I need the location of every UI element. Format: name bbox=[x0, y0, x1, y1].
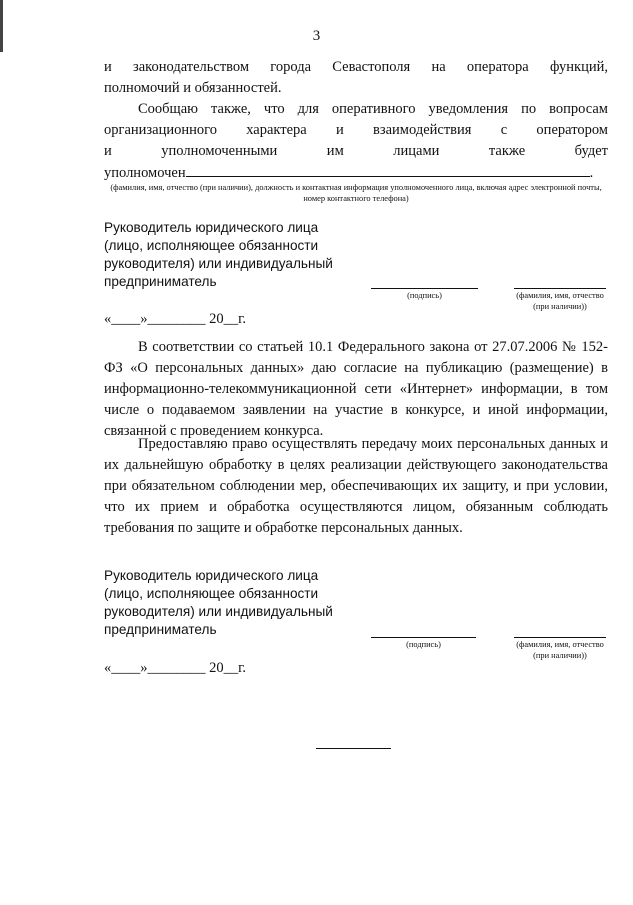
signer-block-2 bbox=[104, 567, 354, 639]
signature-caption: (подпись) bbox=[407, 291, 442, 300]
date-line: «____»________ 20__г. bbox=[104, 311, 247, 327]
paragraph-line: Сообщаю также, что для оперативного уведомления по вопросам bbox=[138, 101, 608, 117]
signature-line bbox=[371, 288, 478, 289]
consent-text: В соответствии со статьей 10.1 Федерального закона от 27.07.2006 № 152-ФЗ «О персональных данных» даю согласие на публикацию (размещение) в информационно-телекоммуникационной сети «Интернет» информации, в том числе о подаваемом заявлении на участие в конкурсе, и иной информации, связанной с проведением конкурса. bbox=[104, 339, 608, 439]
signer-line: Руководитель юридического лица bbox=[104, 220, 319, 235]
name-line bbox=[514, 288, 606, 289]
consent-paragraph bbox=[104, 337, 608, 442]
page-number: 3 bbox=[312, 28, 321, 44]
authorized-person-blank bbox=[186, 162, 590, 177]
signer-block bbox=[104, 219, 354, 291]
transfer-text: Предоставляю право осуществлять передачу моих персональных данных и их дальнейшую обработку в целях реализации действующего законодательства при обязательном соблюдении мер, обеспечивающих их защиту, и при условии, что их прием и обработка осуществляются лицом, обязанным соблюдать требования по защите и обработке персональных данных. bbox=[104, 436, 608, 536]
paragraph-line: и законодательством города Севастополя на оператора функций, bbox=[104, 59, 608, 75]
signer-line: руководителя) или индивидуальный bbox=[104, 256, 333, 271]
period: . bbox=[589, 165, 594, 181]
signature-caption-2: (подпись) bbox=[406, 640, 441, 649]
paragraph-line bbox=[104, 162, 608, 184]
signer-line: предприниматель bbox=[104, 622, 217, 637]
signature-line-2 bbox=[371, 637, 476, 638]
end-rule bbox=[316, 748, 391, 749]
notification-paragraph bbox=[104, 99, 608, 184]
signer-line: руководителя) или индивидуальный bbox=[104, 604, 333, 619]
paragraph-line: полномочий и обязанностей. bbox=[104, 80, 282, 96]
name-caption-2: (фамилия, имя, отчество (при наличии)) bbox=[516, 640, 604, 660]
transfer-paragraph bbox=[104, 434, 608, 539]
name-line-2 bbox=[514, 637, 606, 638]
paragraph-line: организационного характера и взаимодействия с оператором bbox=[104, 122, 608, 138]
authorized-person-caption: (фамилия, имя, отчество (при наличии), должность и контактная информация уполномоченного лица, включая адрес электронной почты, номер контактного телефона) bbox=[110, 183, 602, 203]
continuation-paragraph bbox=[104, 57, 608, 99]
signer-line: предприниматель bbox=[104, 274, 217, 289]
signer-line: (лицо, исполняющее обязанности bbox=[104, 238, 319, 253]
date-line-2: «____»________ 20__г. bbox=[104, 660, 247, 676]
name-caption: (фамилия, имя, отчество (при наличии)) bbox=[516, 291, 604, 311]
signer-line: (лицо, исполняющее обязанности bbox=[104, 586, 319, 601]
signer-line: Руководитель юридического лица bbox=[104, 568, 319, 583]
paragraph-line: и уполномоченными им лицами также будет bbox=[104, 143, 608, 159]
authorized-label: уполномочен bbox=[104, 165, 186, 181]
